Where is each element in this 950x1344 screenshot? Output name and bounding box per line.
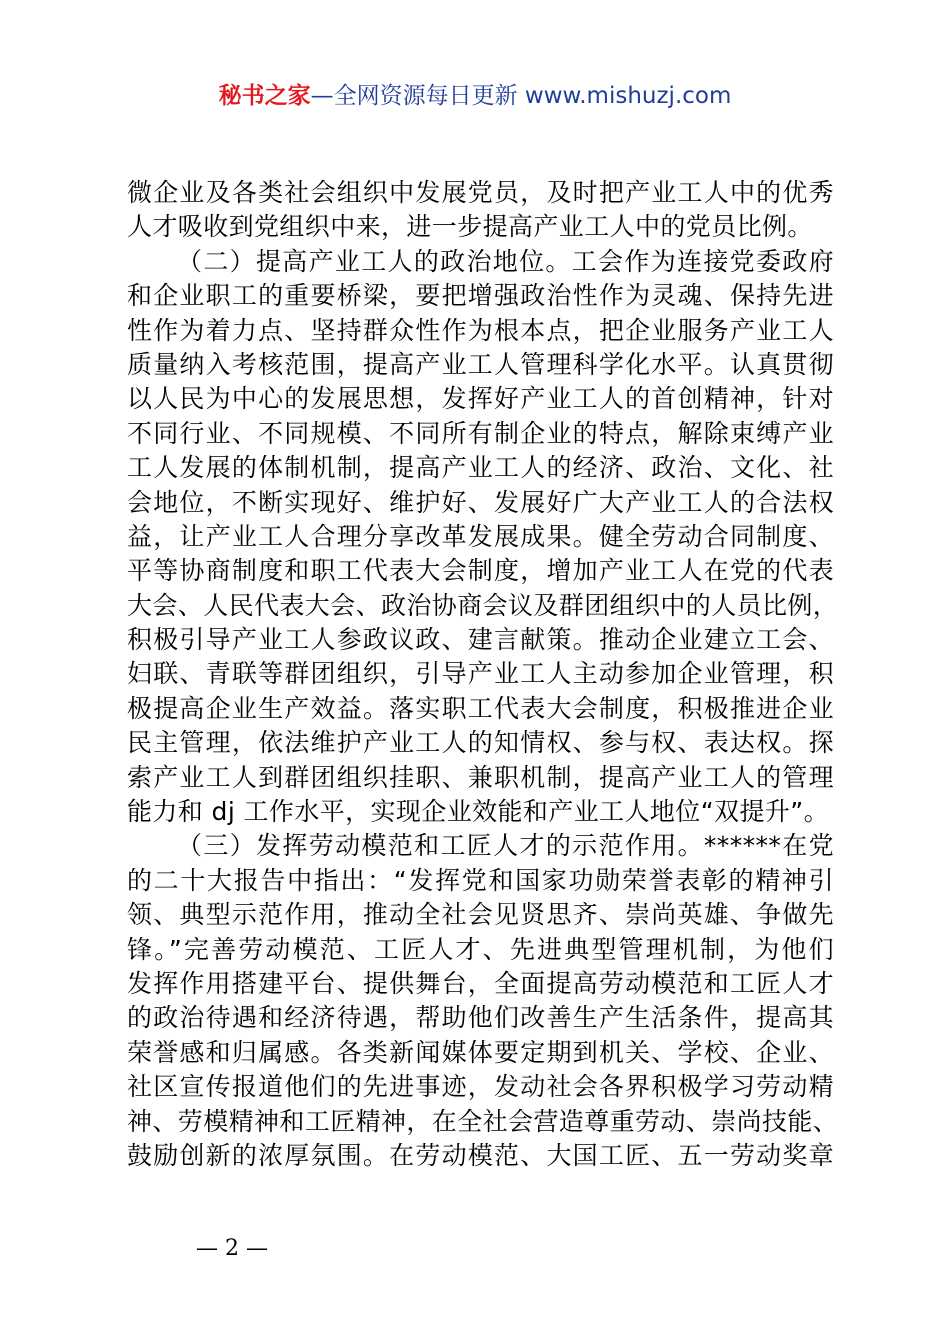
text-line: 民主管理，依法维护产业工人的知情权、参与权、表达权。探 xyxy=(127,728,834,758)
text-line: 微企业及各类社会组织中发展党员，及时把产业工人中的优秀 xyxy=(127,178,834,207)
text-line: 社区宣传报道他们的先进事迹，发动社会各界积极学习劳动精 xyxy=(127,1072,834,1102)
text-line: 的政治待遇和经济待遇，帮助他们改善生产生活条件，提高其 xyxy=(127,1003,834,1033)
text-line: 人才吸收到党组织中来，进一步提高产业工人中的党员比例。 xyxy=(127,212,813,242)
header-tagline: —全网资源每日更新 xyxy=(310,83,525,109)
text-line: 索产业工人到群团组织挂职、兼职机制，提高产业工人的管理 xyxy=(127,762,834,792)
text-line: 平等协商制度和职工代表大会制度，增加产业工人在党的代表 xyxy=(127,556,834,586)
text-line: 妇联、青联等群团组织，引导产业工人主动参加企业管理，积 xyxy=(127,659,834,689)
text-line: 工人发展的体制机制，提高产业工人的经济、政治、文化、社 xyxy=(127,453,834,483)
text-line: 领、典型示范作用，推动全社会见贤思齐、崇尚英雄、争做先 xyxy=(127,900,834,930)
text-line: 极提高企业生产效益。落实职工代表大会制度，积极推进企业 xyxy=(127,693,834,723)
text-line: 锋。”完善劳动模范、工匠人才、先进典型管理机制，为他们 xyxy=(127,934,834,964)
text-line: 不同行业、不同规模、不同所有制企业的特点，解除束缚产业 xyxy=(127,418,834,448)
text-line: 的二十大报告中指出：“发挥党和国家功勋荣誉表彰的精神引 xyxy=(127,865,834,895)
brand-name: 秘书之家 xyxy=(218,83,311,109)
text-line: （二）提高产业工人的政治地位。工会作为连接党委政府 xyxy=(177,246,834,276)
text-line: 益，让产业工人合理分享改革发展成果。健全劳动合同制度、 xyxy=(127,521,834,551)
text-line: 能力和 dj 工作水平，实现企业效能和产业工人地位“双提升”。 xyxy=(127,797,830,827)
text-line: 发挥作用搭建平台、提供舞台，全面提高劳动模范和工匠人才 xyxy=(127,968,834,998)
text-line: （三）发挥劳动模范和工匠人才的示范作用。******在党 xyxy=(177,831,834,861)
site-header xyxy=(0,80,950,112)
text-line: 鼓励创新的浓厚氛围。在劳动模范、大国工匠、五一劳动奖章 xyxy=(127,1140,834,1170)
text-line: 和企业职工的重要桥梁，要把增强政治性作为灵魂、保持先进 xyxy=(127,281,834,311)
site-url: www.mishuzj.com xyxy=(524,83,732,109)
text-line: 大会、人民代表大会、政治协商会议及群团组织中的人员比例， xyxy=(127,590,839,620)
text-line: 神、劳模精神和工匠精神，在全社会营造尊重劳动、崇尚技能、 xyxy=(127,1106,839,1136)
document-body xyxy=(127,176,839,1173)
page-number: — 2 — xyxy=(196,1236,268,1261)
text-line: 荣誉感和归属感。各类新闻媒体要定期到机关、学校、企业、 xyxy=(127,1037,834,1067)
text-line: 性作为着力点、坚持群众性作为根本点，把企业服务产业工人 xyxy=(127,315,834,345)
text-line: 以人民为中心的发展思想，发挥好产业工人的首创精神，针对 xyxy=(127,384,834,414)
text-line: 会地位，不断实现好、维护好、发展好广大产业工人的合法权 xyxy=(127,487,834,517)
text-line: 积极引导产业工人参政议政、建言献策。推动企业建立工会、 xyxy=(127,625,834,655)
text-line: 质量纳入考核范围，提高产业工人管理科学化水平。认真贯彻 xyxy=(127,349,834,379)
